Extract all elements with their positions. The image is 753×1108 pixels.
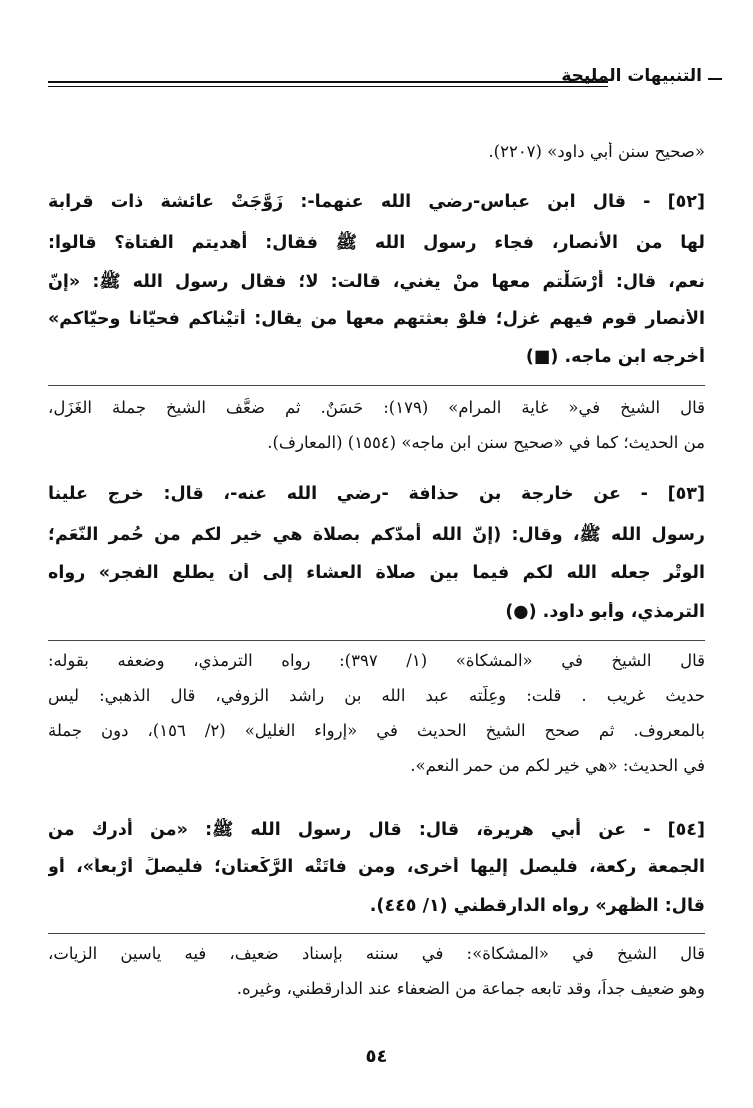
- header-title: التنبيهات المليحة: [561, 66, 702, 86]
- section-divider: [48, 640, 705, 641]
- hadith-53-line: رسول الله ﷺ، وقال: (إنّ الله أمدّكم بصلاة هي خير لكم من حُمر النّعَم؛: [48, 525, 705, 545]
- hadith-54-line: [٥٤] - عن أبي هريرة، قال: قال رسول الله ﷺ: «من أدرك من: [48, 820, 705, 840]
- header-rule-thin: [48, 86, 608, 87]
- comment-52-line: من الحديث؛ كما في «صحيح سنن ابن ماجه» (١٥٥٤) (المعارف).: [267, 433, 705, 452]
- comment-54-line: وهو ضعيف جداً، وقد تابعه جماعة من الضعفاء عند الدارقطني، وغيره.: [236, 979, 705, 998]
- hadith-52-line: الأنصار قوم فيهم غزل؛ فلوْ بعثتهم معها من يقال: أتيْناكم فحيّانا وحيّاكم»: [48, 309, 705, 329]
- header-dash: [708, 78, 722, 80]
- hadith-52-line: أخرجه ابن ماجه. (■): [525, 347, 705, 367]
- hadith-52-line: نعم، قال: أَرْسَلْتم معها منْ يغني، قالت: لا؛ فقال رسول الله ﷺ: «إنّ: [48, 272, 705, 292]
- hadith-54-line: قال: الظُّهر» رواه الدارقطني (١/ ٤٤٥).: [369, 896, 705, 916]
- page-number: ٥٤: [365, 1046, 388, 1067]
- hadith-53-line: الوتْر جعله الله لكم فيما بين صلاة العشاء إلى أن يطلع الفجر» رواه: [48, 563, 705, 583]
- hadith-53-line: الترمذي، وأبو داود. (●): [505, 602, 705, 622]
- hadith-52-line: [٥٢] - قال ابن عباس-رضي الله عنهما-: زَوَّجَتْ عائشة ذات قرابة: [48, 192, 705, 212]
- hadith-53-line: [٥٣] - عن خارجة بن حذافة -رضي الله عنه-، قال: خرج علينا: [48, 484, 705, 504]
- hadith-54-line: الجمعة ركعة، فليصل إليها أخرى، ومن فاتَتْه الرَّكْعتان؛ فليصلِّ أَرْبعاً»، أو: [48, 857, 705, 877]
- hadith-52-line: لها من الأنصار، فجاء رسول الله ﷺ فقال: أهديتم الفتاة؟ قالوا:: [48, 233, 705, 253]
- comment-54-line: قال الشيخ في «المشكاة»: في سننه بإسناد ضعيف، فيه ياسين الزيات،: [48, 944, 705, 963]
- comment-53-line: قال الشيخ في «المشكاة» (١/ ٣٩٧): رواه الترمذي، وضعفه بقوله:: [48, 651, 705, 670]
- comment-53-line: حديث غريب . قلت: وعِلّته عبد الله بن راشد الزوفي، قال الذهبي: ليس: [48, 686, 705, 705]
- comment-53-line: في الحديث: «هي خير لكم من حمر النعم».: [410, 756, 705, 775]
- section-divider: [48, 385, 705, 386]
- comment-52-line: قال الشيخ في« غاية المرام» (١٧٩): حَسَنٌ. ثم ضعَّف الشيخ جملة الغَزَل،: [48, 398, 705, 417]
- comment-53-line: بالمعروف. ثم صحح الشيخ الحديث في «إرواء الغليل» (٢/ ١٥٦)، دون جملة: [48, 721, 705, 740]
- section-divider: [48, 933, 705, 934]
- running-header: [48, 62, 710, 98]
- top-note: «صحيح سنن أبي داود» (٢٢٠٧).: [488, 142, 705, 161]
- header-rule-thick: [48, 81, 608, 83]
